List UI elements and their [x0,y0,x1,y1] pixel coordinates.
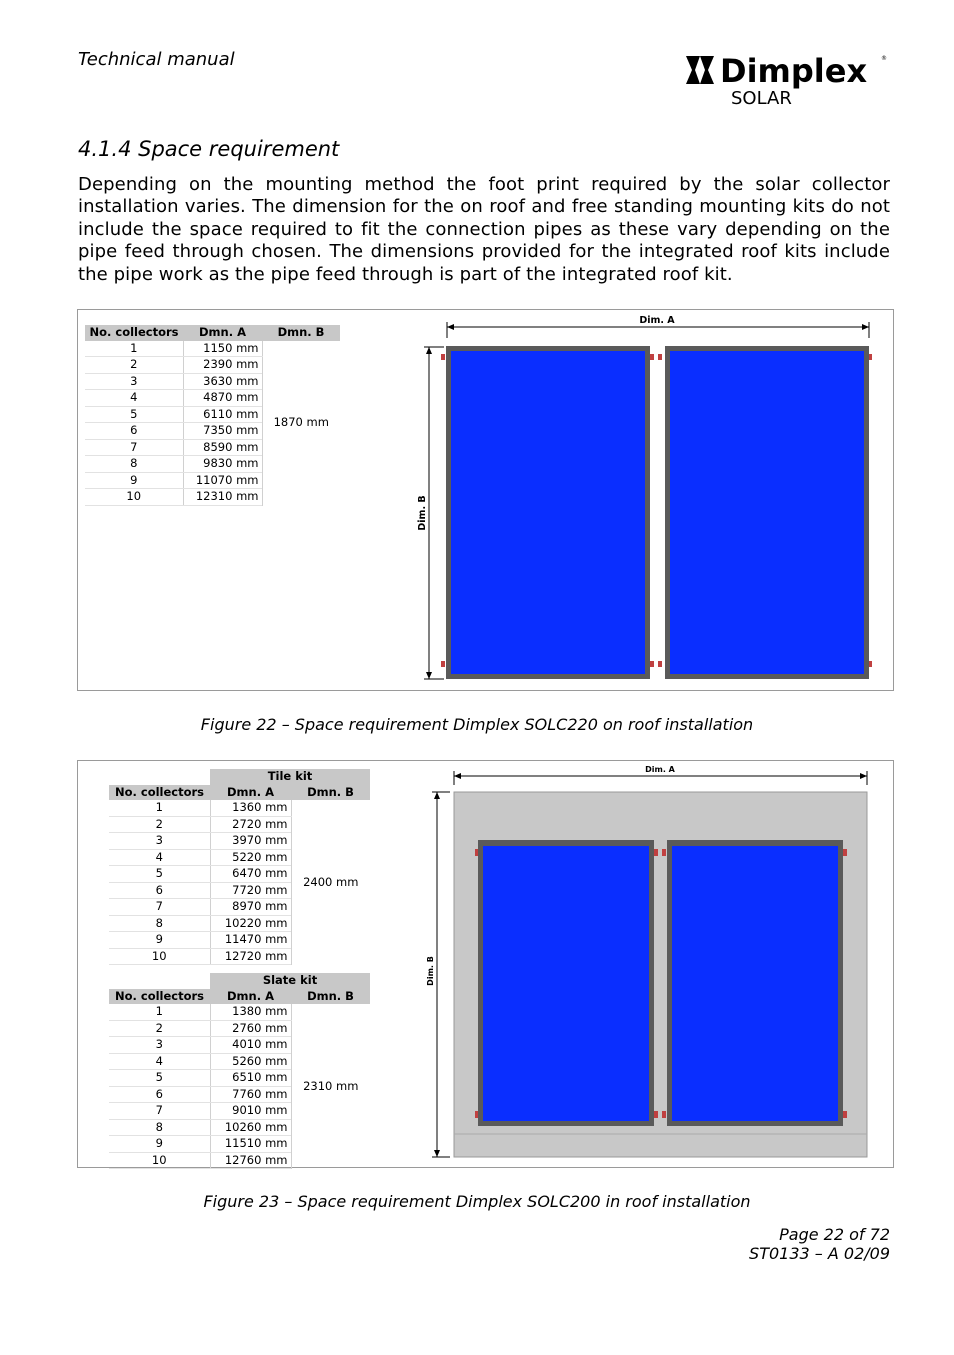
column-header: Dmn. A [210,989,291,1005]
figure-23-caption: Figure 23 – Space requirement Dimplex SOLC200 in roof installation [203,1192,751,1211]
column-header: Dmn. B [262,325,340,341]
collector-count: 4 [109,1053,210,1070]
column-header: Dmn. B [291,785,370,801]
dimension-a: 5220 mm [210,849,291,866]
collector-count: 8 [109,915,210,932]
collector-count: 10 [85,489,183,506]
dimplex-logo [684,50,890,90]
column-header: Dmn. B [291,989,370,1005]
document-reference: ST0133 – A 02/09 [749,1244,890,1263]
dimension-b: 2310 mm [291,1004,370,1169]
collector-count: 9 [109,1136,210,1153]
collector-count: 5 [85,406,183,423]
dimension-a: 1380 mm [210,1004,291,1020]
column-header: Dmn. A [183,325,262,341]
figure-23-diagram [78,761,893,1167]
dimension-a: 12310 mm [183,489,262,506]
figure-22-diagram [78,310,893,690]
figure-22 [77,309,894,691]
column-header: No. collectors [109,785,210,801]
dimension-a: 8970 mm [210,899,291,916]
dimension-a: 11510 mm [210,1136,291,1153]
collector-count: 10 [109,948,210,965]
dimension-a: 6110 mm [183,406,262,423]
column-header: No. collectors [109,989,210,1005]
collector-count: 10 [109,1152,210,1169]
dimension-a: 1150 mm [183,341,262,357]
dimension-a: 5260 mm [210,1053,291,1070]
collector-count: 3 [85,373,183,390]
collector-count: 1 [109,1004,210,1020]
collector-count: 2 [85,357,183,374]
dim-b-label: Dim. B [417,495,428,531]
collector-count: 1 [109,800,210,816]
collector-count: 9 [85,472,183,489]
dimension-a: 4010 mm [210,1037,291,1054]
dimension-a: 7760 mm [210,1086,291,1103]
dimension-a: 3970 mm [210,833,291,850]
dimension-a: 6510 mm [210,1070,291,1087]
section-title: 4.1.4 Space requirement [78,137,340,161]
dimension-a: 4870 mm [183,390,262,407]
dimension-a: 7720 mm [210,882,291,899]
dimension-b: 2400 mm [291,800,370,965]
document-label: Technical manual [78,49,235,70]
collector-count: 4 [109,849,210,866]
dimension-a: 10260 mm [210,1119,291,1136]
dimension-a: 11070 mm [183,472,262,489]
dimension-a: 3630 mm [183,373,262,390]
collector-count: 7 [109,899,210,916]
column-header: No. collectors [85,325,183,341]
dimension-a: 2760 mm [210,1020,291,1037]
dimension-a: 9830 mm [183,456,262,473]
collector-count: 7 [109,1103,210,1120]
dimension-a: 2390 mm [183,357,262,374]
collector-count: 6 [109,1086,210,1103]
slate-kit-title: Slate kit [210,973,370,989]
collector-count: 3 [109,833,210,850]
figure-22-caption: Figure 22 – Space requirement Dimplex SOLC220 on roof installation [200,715,754,734]
column-header: Dmn. A [210,785,291,801]
collector-panel [451,351,645,674]
dimension-a: 9010 mm [210,1103,291,1120]
collector-count: 8 [109,1119,210,1136]
collector-count: 8 [85,456,183,473]
collector-count: 6 [85,423,183,440]
page-number: Page 22 of 72 [779,1225,890,1244]
dimension-a: 12760 mm [210,1152,291,1169]
dimension-a: 12720 mm [210,948,291,965]
dimension-a: 8590 mm [183,439,262,456]
dimension-a: 6470 mm [210,866,291,883]
collector-count: 2 [109,816,210,833]
dimension-a: 1360 mm [210,800,291,816]
collector-count: 1 [85,341,183,357]
collector-panel [672,846,838,1121]
collector-count: 9 [109,932,210,949]
dimension-a: 11470 mm [210,932,291,949]
dim-a-label: Dim. A [639,315,675,326]
dimension-a: 10220 mm [210,915,291,932]
logo-subtitle: SOLAR [731,88,792,109]
collector-count: 3 [109,1037,210,1054]
dim-b-label: Dim. B [426,956,435,986]
tile-kit-title: Tile kit [210,769,370,785]
dimension-a: 2720 mm [210,816,291,833]
svg-text:Dimplex: Dimplex [720,52,868,90]
collector-count: 4 [85,390,183,407]
collector-panel [670,351,864,674]
collector-count: 7 [85,439,183,456]
dimension-a: 7350 mm [183,423,262,440]
dim-a-label: Dim. A [645,765,675,774]
section-paragraph: Depending on the mounting method the foot print required by the solar collector installation varies. The dimension for the on roof and free standing mounting kits do not include the space required to fit the connection pipes as these vary depending on the pipe feed through chosen. The dimensions provided for the integrated roof kits include the pipe work as the pipe feed through is part of the integrated roof kit. [78,174,890,285]
collector-count: 6 [109,882,210,899]
figure-23 [77,760,894,1168]
svg-text:®: ® [881,55,887,62]
collector-count: 5 [109,866,210,883]
collector-count: 2 [109,1020,210,1037]
collector-count: 5 [109,1070,210,1087]
dimension-b: 1870 mm [262,341,340,506]
collector-panel [483,846,649,1121]
